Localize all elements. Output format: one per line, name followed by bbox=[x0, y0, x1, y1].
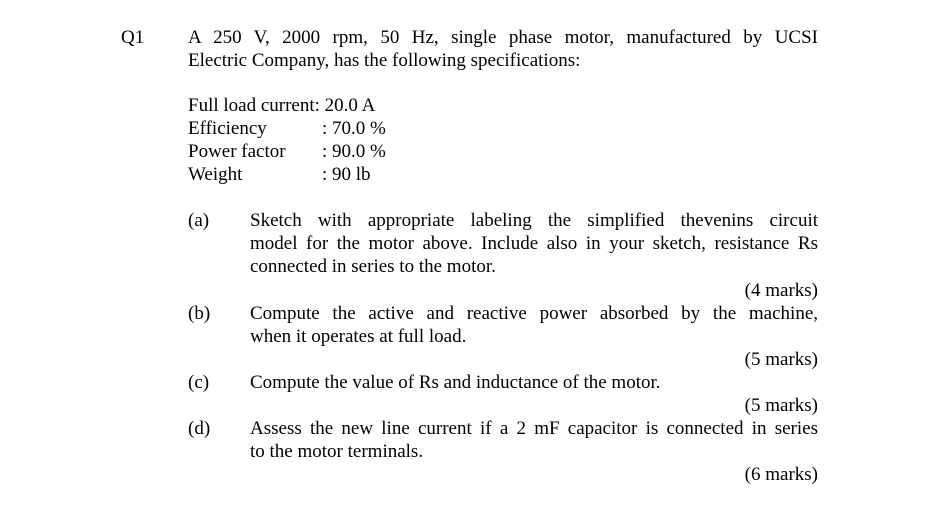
question-number: Q1 bbox=[121, 27, 145, 48]
part-d-line-1: Assess the new line current if a 2 mF capacitor is connected in series bbox=[250, 418, 818, 439]
part-b-label: (b) bbox=[188, 303, 211, 324]
part-a-line-1: Sketch with appropriate labeling the simplified thevenins circuit bbox=[250, 210, 818, 231]
spec-efficiency-label: Efficiency bbox=[188, 118, 267, 139]
part-a-marks: (4 marks) bbox=[744, 280, 818, 301]
part-a-line-2: model for the motor above. Include also in your sketch, resistance Rs bbox=[250, 233, 818, 254]
part-d-marks: (6 marks) bbox=[744, 464, 818, 485]
spec-efficiency-value: : 70.0 % bbox=[322, 118, 386, 139]
part-c-marks: (5 marks) bbox=[744, 395, 818, 416]
spec-power-factor-label: Power factor bbox=[188, 141, 286, 162]
part-c-line-1: Compute the value of Rs and inductance of the motor. bbox=[250, 372, 661, 393]
part-c-label: (c) bbox=[188, 372, 210, 393]
part-b-marks: (5 marks) bbox=[744, 349, 818, 370]
part-d-line-2: to the motor terminals. bbox=[250, 441, 424, 462]
question-intro bbox=[188, 26, 818, 72]
part-d-label: (d) bbox=[188, 418, 211, 439]
spec-full-load-current: Full load current: 20.0 A bbox=[188, 95, 376, 116]
part-d-text bbox=[250, 417, 818, 463]
part-b-text bbox=[250, 302, 818, 348]
intro-line-1: A 250 V, 2000 rpm, 50 Hz, single phase motor, manufactured by UCSI bbox=[188, 27, 818, 48]
part-b-line-1: Compute the active and reactive power absorbed by the machine, bbox=[250, 303, 818, 324]
intro-line-2: Electric Company, has the following specifications: bbox=[188, 50, 581, 71]
part-a-label: (a) bbox=[188, 210, 210, 231]
spec-weight-value: : 90 lb bbox=[322, 164, 371, 185]
spec-weight-label: Weight bbox=[188, 164, 243, 185]
spec-power-factor-value: : 90.0 % bbox=[322, 141, 386, 162]
part-a-text bbox=[250, 209, 818, 278]
part-a-line-3: connected in series to the motor. bbox=[250, 256, 496, 277]
part-c-text bbox=[250, 371, 818, 394]
part-b-line-2: when it operates at full load. bbox=[250, 326, 467, 347]
